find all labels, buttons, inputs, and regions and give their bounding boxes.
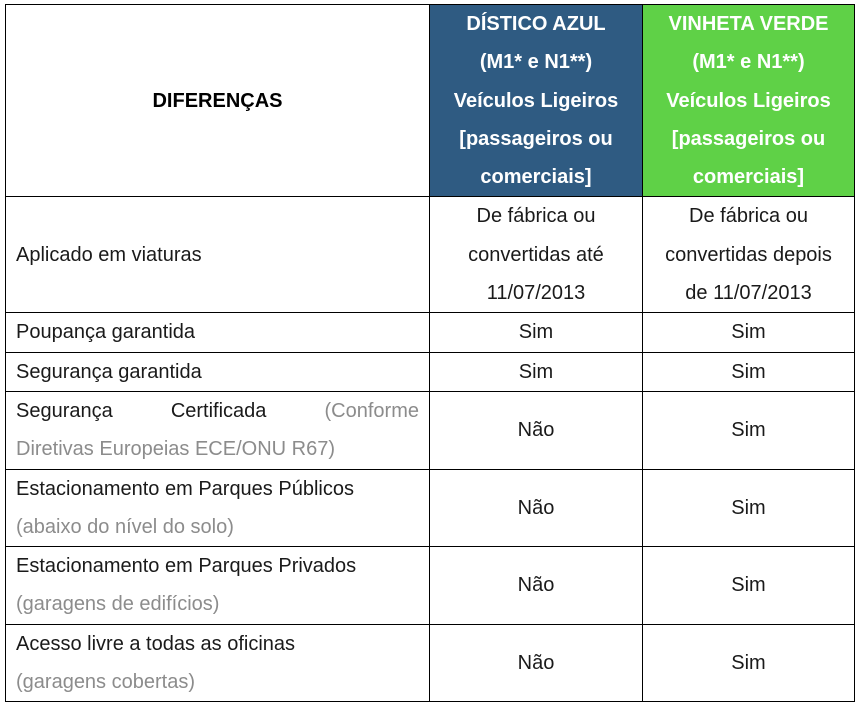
table-row [6, 313, 855, 352]
green-vehicle: Veículos Ligeiros [666, 89, 831, 112]
header-blue-disc [430, 5, 643, 197]
blue-value: Não [430, 547, 643, 625]
table-row [6, 469, 855, 547]
blue-type-2: comerciais] [480, 166, 592, 189]
table-row [6, 547, 855, 625]
header-row [6, 5, 855, 197]
table-row [6, 197, 855, 313]
row-note: Diretivas Europeias ECE/ONU R67) [16, 438, 335, 461]
blue-value: Sim [430, 352, 643, 391]
row-label-line: Segurança Certificada (Conforme [16, 399, 419, 422]
row-label: Poupança garantida [6, 313, 430, 352]
blue-title: DÍSTICO AZUL [466, 13, 606, 35]
blue-value: Não [430, 469, 643, 547]
blue-type-1: [passageiros ou [459, 127, 613, 150]
row-label: Aplicado em viaturas [6, 197, 430, 313]
table-row [6, 352, 855, 391]
green-value: Sim [643, 391, 855, 469]
table-row [6, 624, 855, 702]
row-note: (abaixo do nível do solo) [16, 515, 234, 538]
row-note: (garagens de edifícios) [16, 593, 220, 616]
row-label: Estacionamento em Parques Públicos (abaixo do nível do solo) [6, 469, 430, 547]
green-value: Sim [643, 352, 855, 391]
blue-vehicle: Veículos Ligeiros [453, 89, 619, 112]
green-value: Sim [643, 469, 855, 547]
row-label: Estacionamento em Parques Privados (garagens de edifícios) [6, 547, 430, 625]
header-differences: DIFERENÇAS [6, 5, 430, 197]
green-value: De fábrica ou convertidas depois de 11/07/2013 [643, 197, 855, 313]
blue-value: De fábrica ou convertidas até 11/07/2013 [430, 197, 643, 313]
row-label: Acesso livre a todas as oficinas (garagens cobertas) [6, 624, 430, 702]
blue-category: (M1* e N1**) [479, 51, 593, 74]
row-note: (garagens cobertas) [16, 671, 195, 694]
green-value: Sim [643, 313, 855, 352]
blue-value: Sim [430, 313, 643, 352]
green-category: (M1* e N1**) [692, 51, 805, 74]
comparison-table [5, 4, 855, 702]
blue-value: Não [430, 391, 643, 469]
header-green-vignette [643, 5, 855, 197]
green-type-2: comerciais] [692, 166, 805, 189]
table-row [6, 391, 855, 469]
row-label: Segurança garantida [6, 352, 430, 391]
row-label [6, 391, 430, 469]
green-type-1: [passageiros ou [671, 127, 826, 150]
blue-value: Não [430, 624, 643, 702]
green-value: Sim [643, 624, 855, 702]
green-title: VINHETA VERDE [668, 13, 829, 35]
green-value: Sim [643, 547, 855, 625]
